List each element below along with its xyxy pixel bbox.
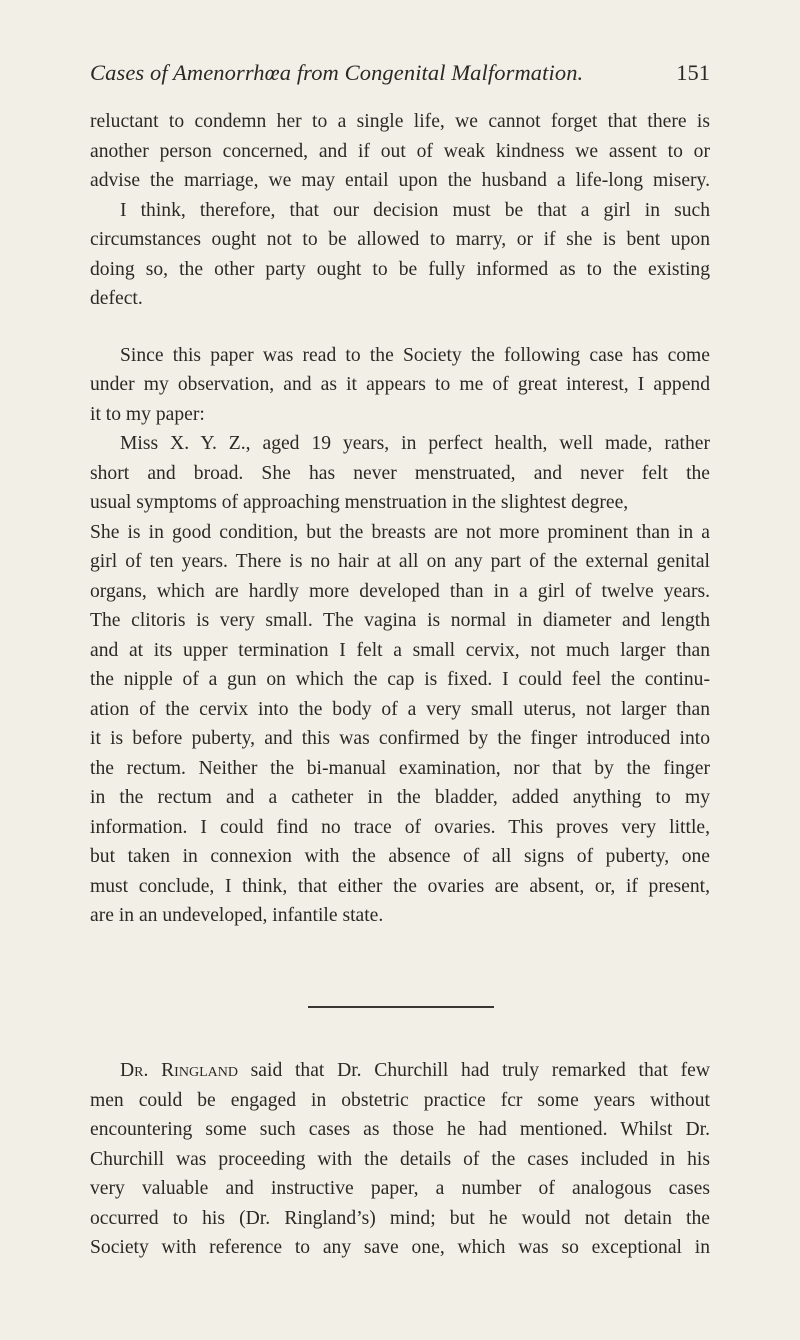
text-line: it to my paper: [90,403,205,425]
text-line [90,1056,710,1086]
text-line: information. I could find no trace of ovaries. This proves very little, [90,816,710,838]
text-line: the nipple of a gun on which the cap is fixed. I could feel the continu- [90,669,710,690]
running-title: Cases of Amenorrhœa from Congenital Malformation. [90,60,584,85]
body-text [90,107,710,931]
paragraph-continuation [90,107,710,314]
paragraph-case-report [90,429,710,931]
speaker-name: Dr. Ringland [120,1060,238,1081]
text-line: and at its upper termination I felt a small cervix, not much larger than [90,639,710,661]
text-line: occurred to his (Dr. Ringland’s) mind; but he would not detain the [90,1207,710,1229]
paragraph-addendum-intro [90,341,710,430]
text-line: the rectum. Neither the bi-manual examination, nor that by the finger [90,757,710,779]
text-line: Society with reference to any save one, which was so exceptional in [90,1237,710,1258]
text-line: organs, which are hardly more developed than in a girl of twelve years. [90,580,710,602]
text-line: Miss X. Y. Z., aged 19 years, in perfect health, well made, rather [120,433,710,454]
text-line: are in an undeveloped, infantile state. [90,905,384,926]
text-line: advise the marriage, we may entail upon the husband a life-long misery. [90,170,710,191]
text-line: The clitoris is very small. The vagina is normal in diameter and length [90,610,710,631]
text-line: Since this paper was read to the Society the following case has come [120,344,710,366]
text-line: doing so, the other party ought to be fully informed as to the existing [90,258,710,280]
text-line: it is before puberty, and this was confirmed by the finger introduced into [90,728,710,749]
text-line: circumstances ought not to be allowed to marry, or if she is bent upon [90,229,710,250]
text-line: but taken in connexion with the absence of all signs of puberty, one [90,846,710,867]
text-line: encountering some such cases as those he had mentioned. Whilst Dr. [90,1119,710,1140]
text-line: Churchill was proceeding with the details of the cases included in his [90,1148,710,1170]
text-line: very valuable and instructive paper, a number of analogous cases [90,1178,710,1199]
running-head [90,60,710,94]
horizontal-rule [308,1006,494,1008]
text-line: must conclude, I think, that either the ovaries are absent, or, if present, [90,875,710,897]
page-number: 151 [676,60,710,85]
section-divider [0,1006,800,1008]
text-run: said that Dr. Churchill had truly remarked that few [237,1060,710,1081]
text-line: short and broad. She has never menstruated, and never felt the [90,462,710,484]
text-line: I think, therefore, that our decision must be that a girl in such [120,199,710,221]
text-line: in the rectum and a catheter in the bladder, added anything to my [90,787,710,808]
text-line: ation of the cervix into the body of a very small uterus, not larger than [90,698,710,720]
paragraph-gap [90,314,710,341]
text-line: under my observation, and as it appears to me of great interest, I append [90,374,710,395]
text-line: reluctant to condemn her to a single life, we cannot forget that there is [90,111,710,132]
text-line: She is in good condition, but the breasts are not more prominent than in a [90,521,710,543]
discussion-paragraph [90,1056,710,1263]
text-line: men could be engaged in obstetric practice fcr some years without [90,1089,710,1111]
text-line: defect. [90,288,143,309]
text-line: girl of ten years. There is no hair at all on any part of the external genital [90,551,710,572]
text-line: another person concerned, and if out of weak kindness we assent to or [90,140,710,162]
text-line: usual symptoms of approaching menstruation in the slightest degree, [90,492,629,513]
